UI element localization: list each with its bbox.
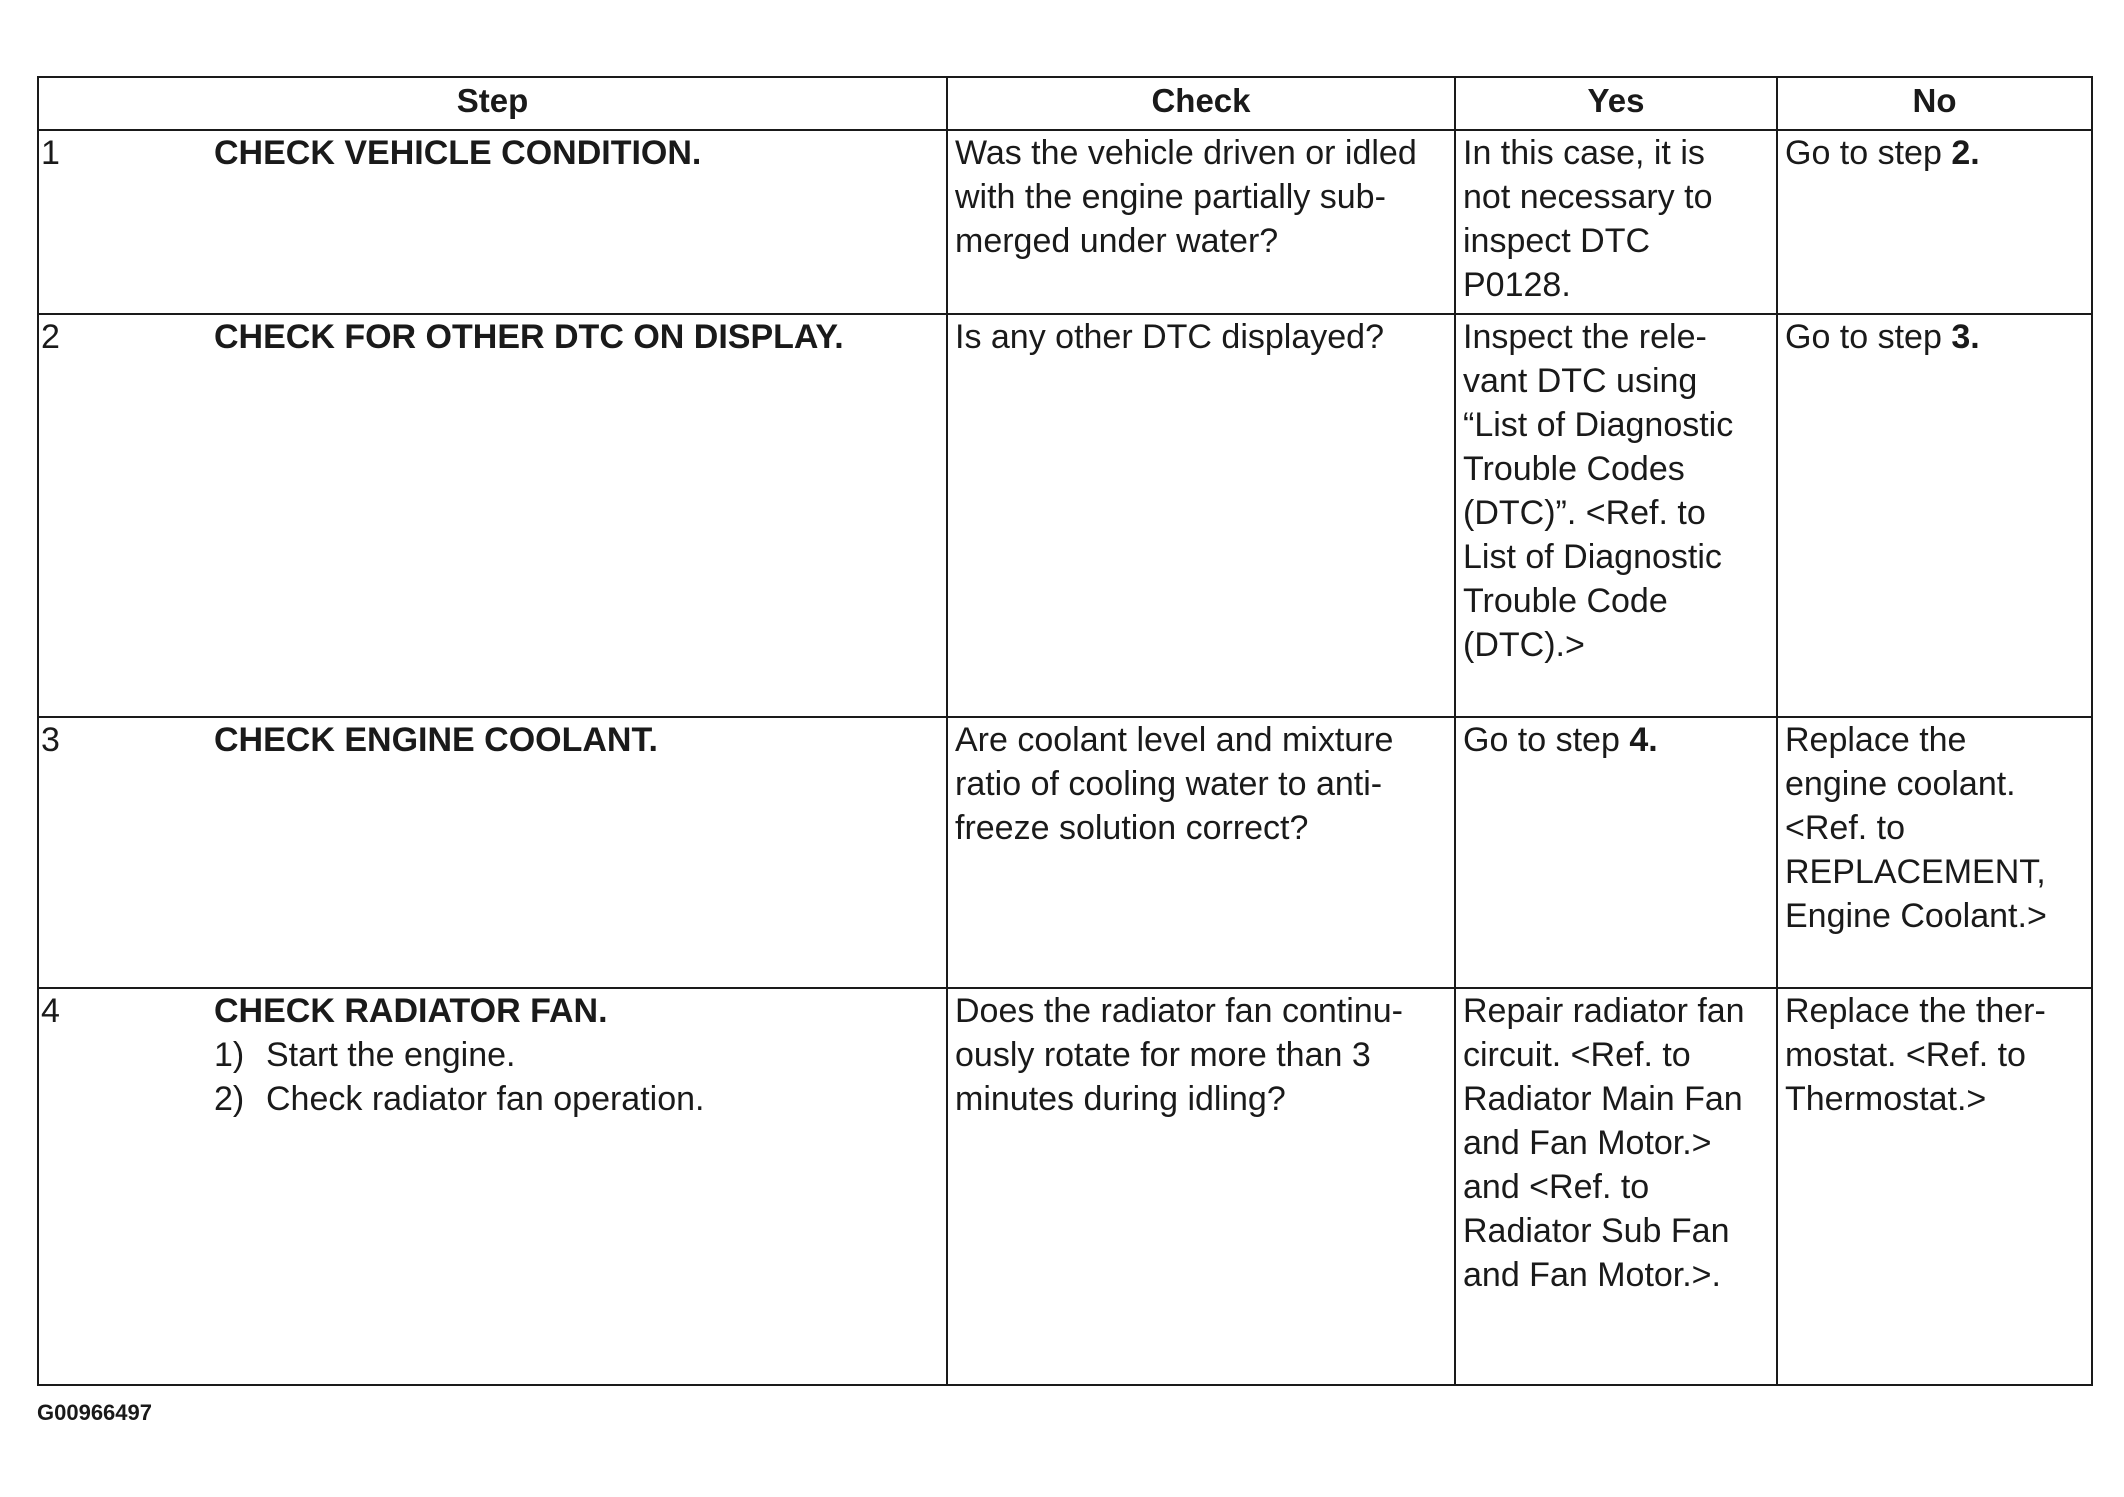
step-title: CHECK FOR OTHER DTC ON DISPLAY. <box>214 318 844 356</box>
step-title: CHECK ENGINE COOLANT. <box>214 721 658 759</box>
yes-step-ref: 4. <box>1629 721 1658 759</box>
yes-text: In this case, it is not necessary to inspect DTC P0128. <box>1463 134 1713 304</box>
step-cell <box>38 314 947 717</box>
no-cell <box>1777 130 2092 314</box>
step-cell <box>38 988 947 1385</box>
figure-code: G00966497 <box>37 1400 152 1425</box>
step-number: 4 <box>41 992 60 1030</box>
no-text: Replace the engine coolant. <Ref. to REPLACEMENT, Engine Coolant.> <box>1785 721 2047 935</box>
no-cell <box>1777 988 2092 1385</box>
check-cell <box>947 314 1455 717</box>
no-step-ref: 3. <box>1951 318 1980 356</box>
yes-text: Repair radiator fan circuit. <Ref. to Radiator Main Fan and Fan Motor.> and <Ref. to Radiator Sub Fan and Fan Motor.>. <box>1463 992 1745 1294</box>
step-number: 1 <box>41 134 60 172</box>
yes-cell <box>1455 130 1777 314</box>
check-text: Does the radiator fan continu- ously rotate for more than 3 minutes during idling? <box>955 992 1403 1118</box>
header-no: No <box>1777 77 2092 130</box>
no-text: Go to step <box>1785 318 1952 356</box>
no-text: Go to step <box>1785 134 1952 172</box>
header-step: Step <box>38 77 947 130</box>
step-cell <box>38 130 947 314</box>
check-text: Is any other DTC displayed? <box>955 318 1384 356</box>
header-check: Check <box>947 77 1455 130</box>
step-number: 3 <box>41 721 60 759</box>
check-text: Are coolant level and mixture ratio of cooling water to anti- freeze solution correct? <box>955 721 1394 847</box>
no-cell <box>1777 314 2092 717</box>
yes-text: Go to step <box>1463 721 1630 759</box>
yes-cell <box>1455 717 1777 988</box>
yes-text: Inspect the rele- vant DTC using “List of Diagnostic Trouble Codes (DTC)”. <Ref. to List of Diagnostic Trouble Code (DTC).> <box>1463 318 1734 664</box>
no-cell <box>1777 717 2092 988</box>
table-row <box>38 988 2092 1385</box>
no-text: Replace the ther- mostat. <Ref. to Thermostat.> <box>1785 992 2046 1118</box>
substep-number: 2) <box>214 1080 245 1118</box>
check-cell <box>947 988 1455 1385</box>
substep-text: Check radiator fan operation. <box>266 1080 705 1118</box>
substep-number: 1) <box>214 1036 245 1074</box>
yes-cell <box>1455 314 1777 717</box>
substep <box>214 1033 940 1077</box>
diagnostic-table <box>37 76 2093 1386</box>
yes-cell <box>1455 988 1777 1385</box>
no-step-ref: 2. <box>1951 134 1980 172</box>
check-cell <box>947 130 1455 314</box>
substep-text: Start the engine. <box>266 1036 516 1074</box>
header-yes: Yes <box>1455 77 1777 130</box>
check-cell <box>947 717 1455 988</box>
table-row <box>38 717 2092 988</box>
substep <box>214 1077 940 1121</box>
step-number: 2 <box>41 318 60 356</box>
check-text: Was the vehicle driven or idled with the engine partially sub- merged under water? <box>955 134 1417 260</box>
table-row <box>38 314 2092 717</box>
table-row <box>38 130 2092 314</box>
step-cell <box>38 717 947 988</box>
step-title: CHECK RADIATOR FAN. <box>214 992 608 1030</box>
step-title: CHECK VEHICLE CONDITION. <box>214 134 702 172</box>
table-header-row <box>38 77 2092 130</box>
